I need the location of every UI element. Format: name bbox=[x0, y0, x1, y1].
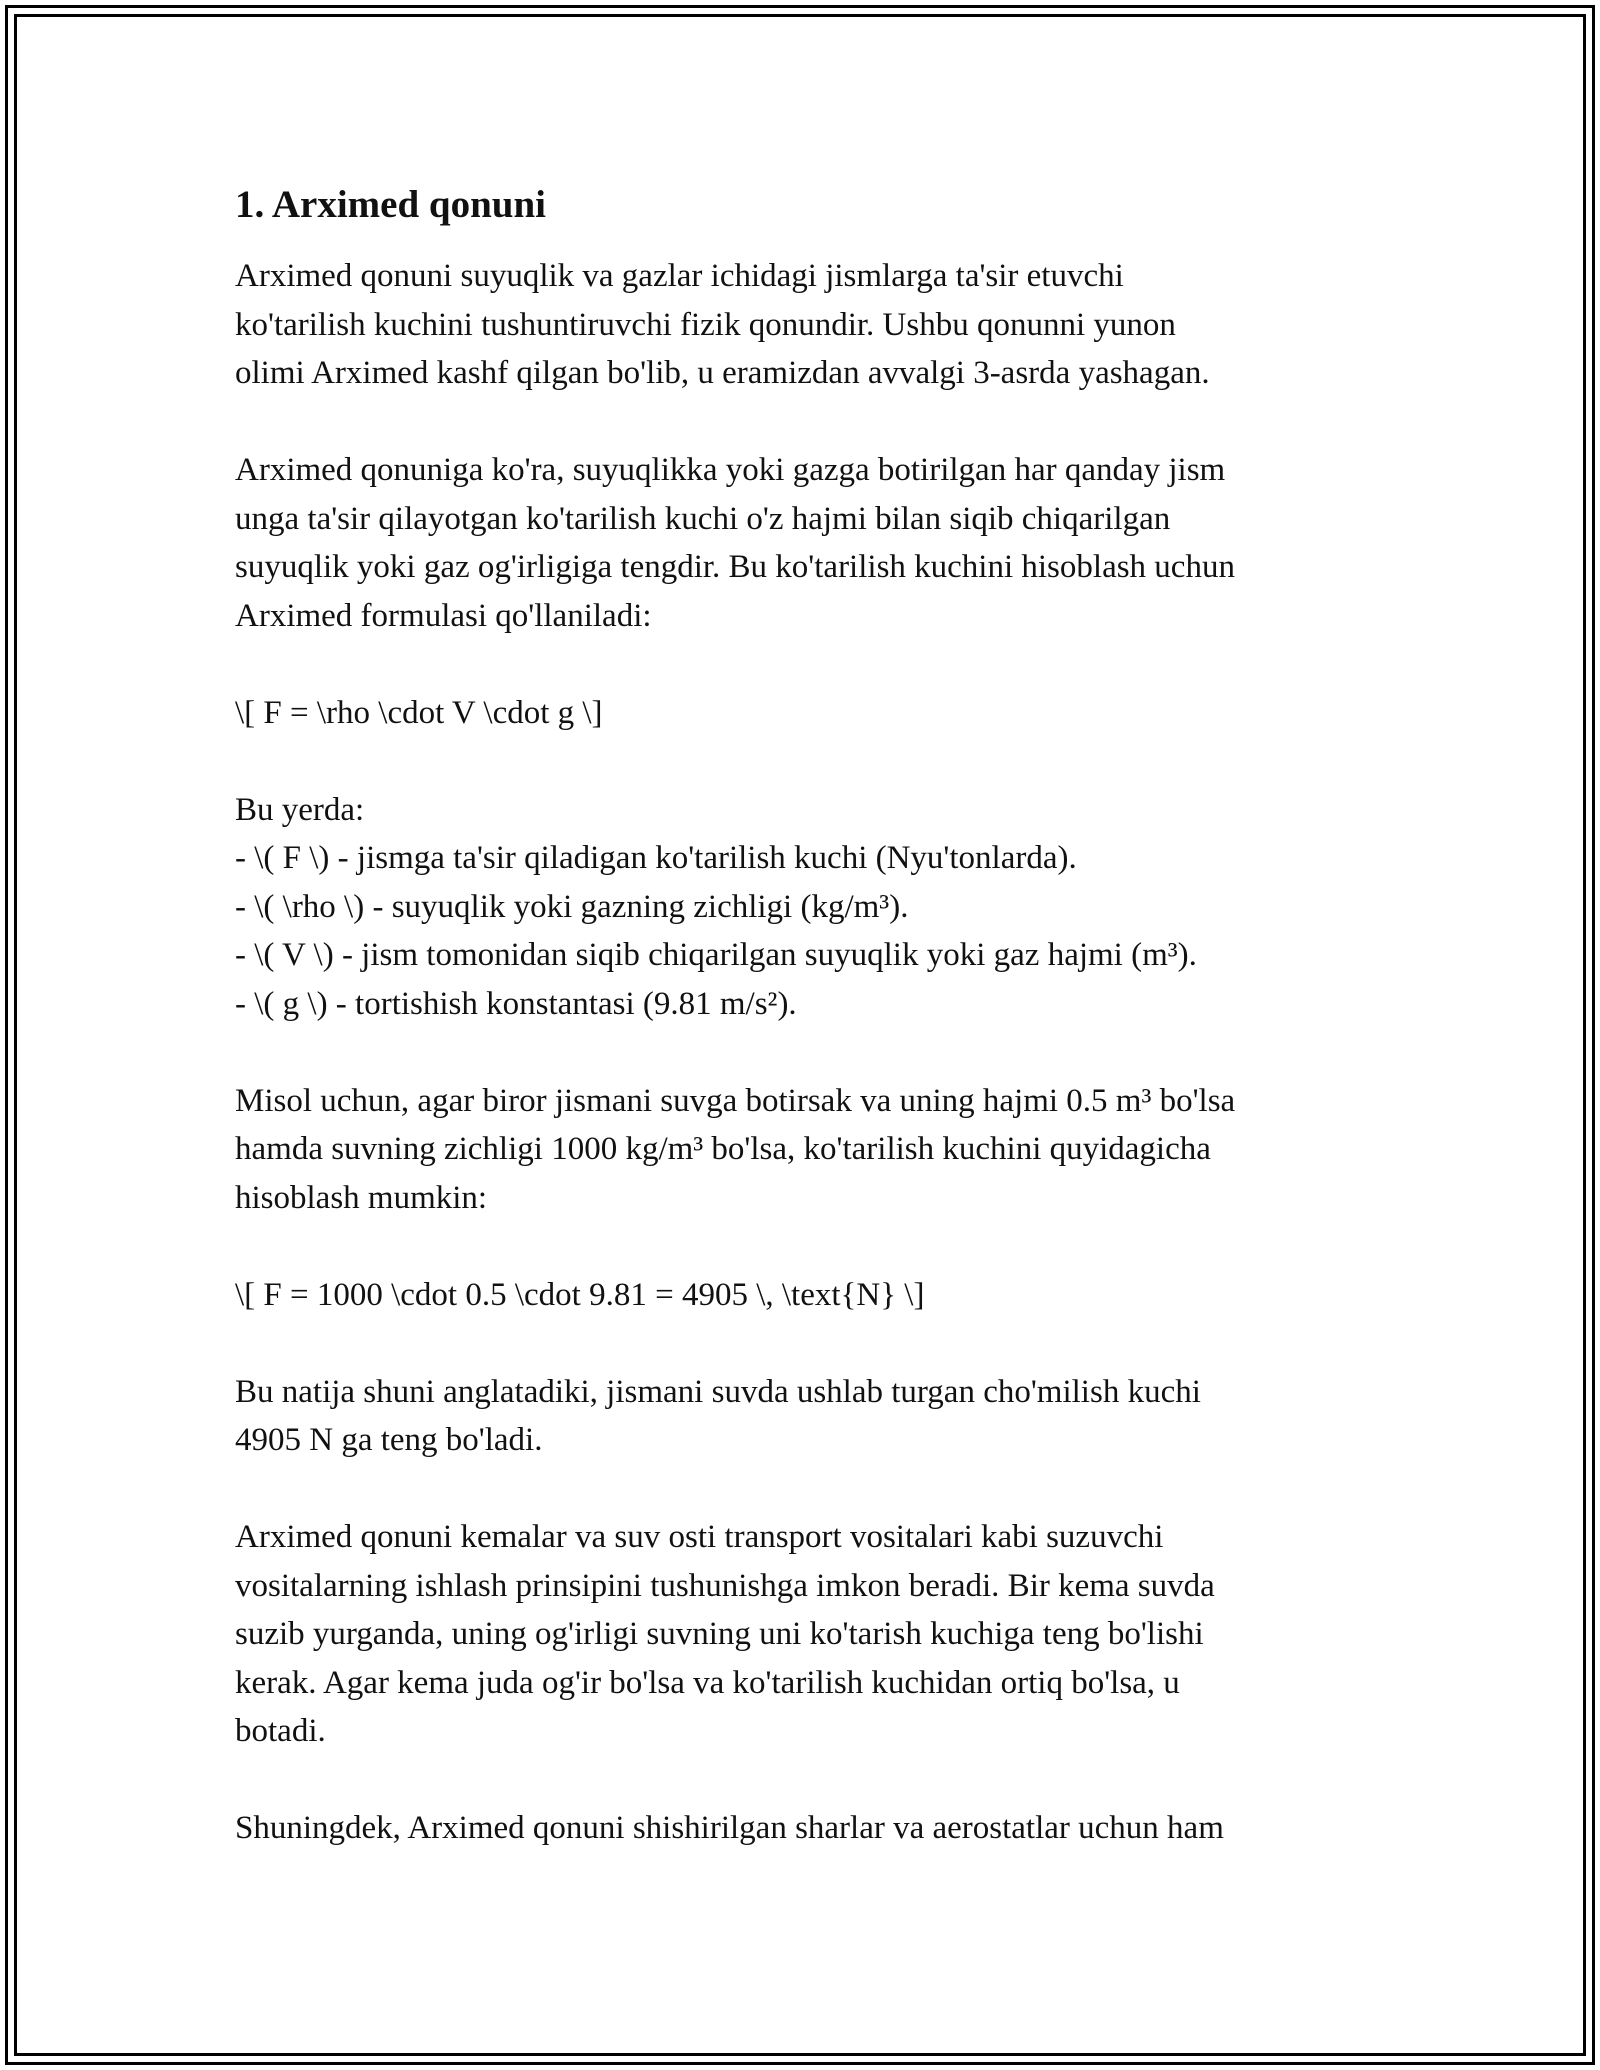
text-line: - \( V \) - jism tomonidan siqib chiqarilgan suyuqlik yoki gaz hajmi (m³). bbox=[235, 937, 1197, 973]
text-line bbox=[235, 640, 1365, 689]
text-line: - \( g \) - tortishish konstantasi (9.81 m/s²). bbox=[235, 985, 797, 1022]
text-line: Bu natija shuni anglatadiki, jismani suvda ushlab turgan cho'milish kuchi bbox=[235, 1373, 1201, 1410]
document-body bbox=[235, 180, 1365, 1853]
text-line: hisoblash mumkin: bbox=[235, 1179, 488, 1216]
text-line: botadi. bbox=[235, 1713, 326, 1749]
section-title: 1. Arximed qonuni bbox=[235, 183, 546, 226]
text-line bbox=[235, 1028, 1365, 1077]
text-line: olimi Arximed kashf qilgan bo'lib, u eramizdan avvalgi 3-asrda yashagan. bbox=[235, 355, 1210, 391]
text-line bbox=[235, 1465, 1365, 1514]
text-line: Arximed qonuniga ko'ra, suyuqlikka yoki gazga botirilgan har qanday jism bbox=[235, 452, 1226, 488]
text-line bbox=[235, 1756, 1365, 1805]
text-line bbox=[235, 398, 1365, 447]
paragraph-text bbox=[235, 252, 1365, 1853]
text-line: Misol uchun, agar biror jismani suvga botirsak va uning hajmi 0.5 m³ bo'lsa bbox=[235, 1082, 1236, 1119]
text-line bbox=[235, 1222, 1365, 1271]
text-line: Arximed qonuni kemalar va suv osti transport vositalari kabi suzuvchi bbox=[235, 1519, 1164, 1555]
text-line: - \( F \) - jismga ta'sir qiladigan ko'tarilish kuchi (Nyu'tonlarda). bbox=[235, 840, 1077, 876]
text-line: suzib yurganda, uning og'irligi suvning uni ko'tarish kuchiga teng bo'lishi bbox=[235, 1616, 1204, 1652]
text-line: vositalarning ishlash prinsipini tushunishga imkon beradi. Bir kema suvda bbox=[235, 1567, 1215, 1604]
text-line: suyuqlik yoki gaz og'irligiga tengdir. Bu ko'tarilish kuchini hisoblash uchun bbox=[235, 549, 1235, 585]
text-line: ko'tarilish kuchini tushuntiruvchi fizik qonundir. Ushbu qonunni yunon bbox=[235, 306, 1176, 343]
text-line: Shuningdek, Arximed qonuni shishirilgan sharlar va aerostatlar uchun ham bbox=[235, 1810, 1224, 1846]
text-line: hamda suvning zichligi 1000 kg/m³ bo'lsa, ko'tarilish kuchini quyidagicha bbox=[235, 1131, 1211, 1167]
text-line: 4905 N ga teng bo'ladi. bbox=[235, 1422, 543, 1458]
text-line: Arximed formulasi qo'llaniladi: bbox=[235, 597, 652, 634]
text-line bbox=[235, 1319, 1365, 1368]
text-line: Bu yerda: bbox=[235, 791, 365, 828]
text-line: kerak. Agar kema juda og'ir bo'lsa va ko'tarilish kuchidan ortiq bo'lsa, u bbox=[235, 1664, 1180, 1701]
text-line: \[ F = 1000 \cdot 0.5 \cdot 9.81 = 4905 \, \text{N} \] bbox=[235, 1276, 925, 1313]
text-line: Arximed qonuni suyuqlik va gazlar ichidagi jismlarga ta'sir etuvchi bbox=[235, 258, 1124, 294]
text-line: \[ F = \rho \cdot V \cdot g \] bbox=[235, 694, 603, 731]
text-line: - \( \rho \) - suyuqlik yoki gazning zichligi (kg/m³). bbox=[235, 888, 909, 925]
text-line: unga ta'sir qilayotgan ko'tarilish kuchi o'z hajmi bilan siqib chiqarilgan bbox=[235, 500, 1171, 537]
text-line bbox=[235, 737, 1365, 786]
